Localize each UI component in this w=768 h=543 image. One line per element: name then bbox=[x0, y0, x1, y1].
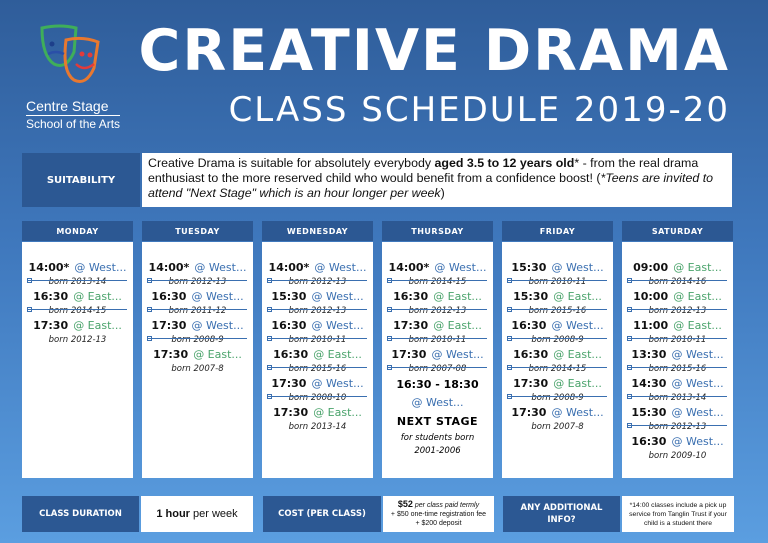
slot-location: @ East... bbox=[553, 348, 602, 361]
slot-time: 15:30 bbox=[631, 406, 667, 419]
theatre-masks-icon bbox=[36, 24, 106, 96]
next-stage-location: @ West... bbox=[411, 396, 464, 409]
class-duration-value: 1 hour per week bbox=[141, 496, 253, 532]
cost-label: COST (PER CLASS) bbox=[263, 496, 381, 532]
day-body bbox=[622, 242, 733, 478]
day-header: THURSDAY bbox=[382, 221, 493, 241]
slot-time: 16:30 bbox=[151, 290, 187, 303]
slot-time: 17:30 bbox=[393, 319, 429, 332]
slot-location: @ West... bbox=[191, 290, 244, 303]
slot-birth-years: born 2013-14 bbox=[48, 277, 107, 287]
slot-time: 17:30 bbox=[151, 319, 187, 332]
class-slot bbox=[622, 401, 733, 430]
next-stage-note: for students born 2001-2006 bbox=[400, 433, 475, 456]
class-slot bbox=[382, 314, 493, 343]
class-slot bbox=[382, 343, 493, 372]
class-slot bbox=[142, 343, 253, 372]
slot-time: 17:30 bbox=[273, 406, 309, 419]
slot-birth-years: born 2014-16 bbox=[648, 277, 707, 287]
day-body bbox=[262, 242, 373, 478]
slot-time: 15:30 bbox=[271, 290, 307, 303]
day-column-monday bbox=[22, 221, 133, 478]
slot-time: 14:00* bbox=[388, 261, 430, 274]
slot-location: @ West... bbox=[434, 261, 487, 274]
slot-time: 17:30 bbox=[271, 377, 307, 390]
slot-location: @ West... bbox=[74, 261, 127, 274]
slot-location: @ East... bbox=[313, 348, 362, 361]
class-slot bbox=[502, 285, 613, 314]
class-slot bbox=[22, 256, 133, 285]
slot-time: 13:30 bbox=[631, 348, 667, 361]
class-slot bbox=[382, 256, 493, 285]
class-slot bbox=[262, 314, 373, 343]
day-column-wednesday bbox=[262, 221, 373, 478]
next-stage-time: 16:30 - 18:30 bbox=[396, 378, 479, 391]
slot-time: 16:30 bbox=[513, 348, 549, 361]
class-slot bbox=[262, 401, 373, 430]
slot-time: 09:00 bbox=[633, 261, 669, 274]
slot-location: @ East... bbox=[553, 290, 602, 303]
slot-time: 15:30 bbox=[513, 290, 549, 303]
slot-birth-years: born 2012-13 bbox=[48, 335, 107, 345]
slot-location: @ West... bbox=[311, 377, 364, 390]
class-slot bbox=[622, 343, 733, 372]
page-title: CREATIVE DRAMA bbox=[138, 18, 730, 84]
additional-info-text: *14:00 classes include a pick up service from Tanglin Trust if your child is a student there bbox=[622, 496, 734, 532]
slot-location: @ East... bbox=[673, 319, 722, 332]
class-slot bbox=[502, 256, 613, 285]
slot-birth-years: born 2014-15 bbox=[48, 306, 107, 316]
slot-location: @ East... bbox=[673, 261, 722, 274]
slot-location: @ West... bbox=[551, 406, 604, 419]
slot-birth-years: born 2009-10 bbox=[648, 451, 707, 461]
class-slot bbox=[22, 314, 133, 343]
slot-time: 16:30 bbox=[393, 290, 429, 303]
slot-birth-years: born 2012-13 bbox=[288, 306, 347, 316]
slot-location: @ West... bbox=[551, 261, 604, 274]
class-slot bbox=[262, 372, 373, 401]
slot-birth-years: born 2007-8 bbox=[531, 422, 584, 432]
slot-time: 16:30 bbox=[631, 435, 667, 448]
slot-location: @ West... bbox=[431, 348, 484, 361]
class-slot bbox=[622, 372, 733, 401]
slot-birth-years: born 2010-11 bbox=[288, 335, 347, 345]
day-column-friday bbox=[502, 221, 613, 478]
slot-birth-years: born 2007-08 bbox=[408, 364, 467, 374]
logo-subtitle: School of the Arts bbox=[26, 117, 121, 131]
slot-time: 11:00 bbox=[633, 319, 669, 332]
slot-location: @ East... bbox=[433, 319, 482, 332]
page-subtitle: CLASS SCHEDULE 2019-20 bbox=[228, 90, 730, 130]
slot-time: 16:30 bbox=[33, 290, 69, 303]
slot-location: @ West... bbox=[194, 261, 247, 274]
slot-birth-years: born 2007-8 bbox=[171, 364, 224, 374]
slot-location: @ East... bbox=[73, 290, 122, 303]
slot-location: @ West... bbox=[671, 348, 724, 361]
day-header: TUESDAY bbox=[142, 221, 253, 241]
class-slot bbox=[22, 285, 133, 314]
day-header: SATURDAY bbox=[622, 221, 733, 241]
class-slot bbox=[262, 343, 373, 372]
class-slot bbox=[502, 401, 613, 430]
slot-location: @ West... bbox=[671, 435, 724, 448]
slot-location: @ East... bbox=[673, 290, 722, 303]
slot-location: @ West... bbox=[671, 406, 724, 419]
day-body bbox=[22, 242, 133, 478]
slot-birth-years: born 2012-13 bbox=[648, 306, 707, 316]
slot-time: 17:30 bbox=[153, 348, 189, 361]
slot-birth-years: born 2013-14 bbox=[648, 393, 707, 403]
slot-birth-years: born 2012-13 bbox=[288, 277, 347, 287]
slot-birth-years: born 2008-9 bbox=[171, 335, 224, 345]
class-slot bbox=[622, 314, 733, 343]
class-slot bbox=[142, 285, 253, 314]
next-stage-block bbox=[382, 378, 493, 458]
cost-value: $52 per class paid termly + $50 one-time registration fee + $200 deposit bbox=[383, 496, 494, 532]
slot-location: @ West... bbox=[314, 261, 367, 274]
day-header: MONDAY bbox=[22, 221, 133, 241]
slot-birth-years: born 2012-13 bbox=[648, 422, 707, 432]
logo-name: Centre Stage bbox=[26, 98, 109, 114]
slot-location: @ East... bbox=[433, 290, 482, 303]
class-duration-label: CLASS DURATION bbox=[22, 496, 139, 532]
slot-birth-years: born 2012-13 bbox=[168, 277, 227, 287]
day-column-tuesday bbox=[142, 221, 253, 478]
slot-birth-years: born 2008-9 bbox=[531, 335, 584, 345]
slot-location: @ West... bbox=[311, 290, 364, 303]
additional-info-label: ANY ADDITIONAL INFO? bbox=[503, 496, 620, 532]
class-slot bbox=[142, 256, 253, 285]
suitability-label: SUITABILITY bbox=[22, 153, 140, 207]
day-body bbox=[142, 242, 253, 478]
slot-location: @ East... bbox=[313, 406, 362, 419]
class-slot bbox=[382, 285, 493, 314]
slot-birth-years: born 2010-11 bbox=[648, 335, 707, 345]
slot-time: 10:00 bbox=[633, 290, 669, 303]
school-logo bbox=[22, 24, 132, 134]
slot-birth-years: born 2014-15 bbox=[408, 277, 467, 287]
slot-birth-years: born 2012-13 bbox=[408, 306, 467, 316]
slot-time: 14:00* bbox=[148, 261, 190, 274]
slot-location: @ East... bbox=[193, 348, 242, 361]
day-header: FRIDAY bbox=[502, 221, 613, 241]
class-slot bbox=[142, 314, 253, 343]
slot-location: @ West... bbox=[191, 319, 244, 332]
slot-birth-years: born 2015-16 bbox=[528, 306, 587, 316]
class-slot bbox=[622, 256, 733, 285]
slot-birth-years: born 2015-16 bbox=[288, 364, 347, 374]
suitability-text: Creative Drama is suitable for absolutely everybody aged 3.5 to 12 years old* - from the real drama enthusiast to the more reserved child who would benefit from a confidence boost! (*Teens are invited to attend "Next Stage" which is an hour longer per week) bbox=[142, 153, 732, 207]
slot-birth-years: born 2008-10 bbox=[288, 393, 347, 403]
slot-birth-years: born 2014-15 bbox=[528, 364, 587, 374]
day-column-saturday bbox=[622, 221, 733, 478]
slot-time: 16:30 bbox=[271, 319, 307, 332]
day-body bbox=[382, 242, 493, 478]
slot-time: 17:30 bbox=[33, 319, 69, 332]
class-slot bbox=[502, 343, 613, 372]
slot-time: 17:30 bbox=[391, 348, 427, 361]
slot-time: 15:30 bbox=[511, 261, 547, 274]
slot-location: @ West... bbox=[671, 377, 724, 390]
slot-time: 14:00* bbox=[28, 261, 70, 274]
slot-time: 14:00* bbox=[268, 261, 310, 274]
slot-location: @ East... bbox=[73, 319, 122, 332]
slot-birth-years: born 2010-11 bbox=[408, 335, 467, 345]
slot-birth-years: born 2011-12 bbox=[168, 306, 227, 316]
class-slot bbox=[622, 430, 733, 459]
class-slot bbox=[622, 285, 733, 314]
slot-time: 16:30 bbox=[511, 319, 547, 332]
day-header: WEDNESDAY bbox=[262, 221, 373, 241]
class-slot bbox=[262, 285, 373, 314]
slot-location: @ East... bbox=[553, 377, 602, 390]
next-stage-title: NEXT STAGE bbox=[396, 415, 479, 428]
class-slot bbox=[502, 372, 613, 401]
class-slot bbox=[262, 256, 373, 285]
slot-birth-years: born 2015-16 bbox=[648, 364, 707, 374]
slot-time: 17:30 bbox=[511, 406, 547, 419]
class-slot bbox=[502, 314, 613, 343]
slot-birth-years: born 2013-14 bbox=[288, 422, 347, 432]
slot-time: 17:30 bbox=[513, 377, 549, 390]
slot-location: @ West... bbox=[311, 319, 364, 332]
slot-time: 14:30 bbox=[631, 377, 667, 390]
day-column-thursday bbox=[382, 221, 493, 478]
slot-birth-years: born 2010-11 bbox=[528, 277, 587, 287]
slot-location: @ West... bbox=[551, 319, 604, 332]
day-body bbox=[502, 242, 613, 478]
slot-birth-years: born 2008-9 bbox=[531, 393, 584, 403]
slot-time: 16:30 bbox=[273, 348, 309, 361]
